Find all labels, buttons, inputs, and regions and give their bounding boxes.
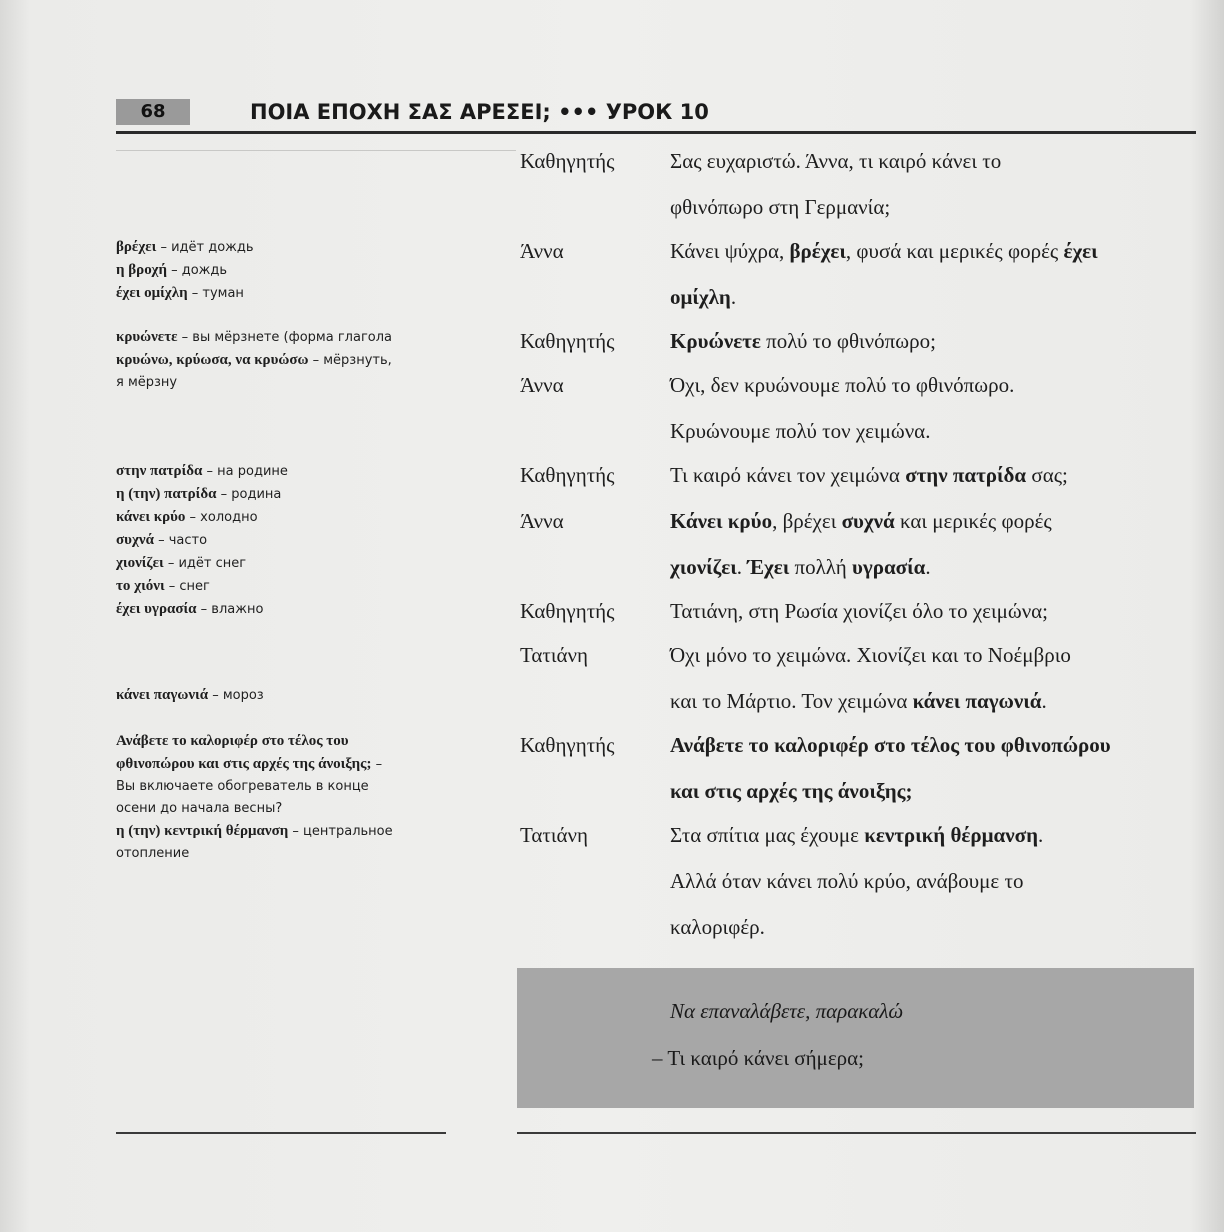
vocabulary-highlight: χιονίζει xyxy=(670,555,737,579)
page-number: 68 xyxy=(116,99,190,125)
utterance-line xyxy=(670,498,1205,544)
russian-translation: – идёт снег xyxy=(163,556,247,571)
utterance-text: Όχι μόνο το χειμώνα. Χιονίζει και το Νοέμβριο xyxy=(670,643,1071,667)
utterance-text: . xyxy=(925,555,931,579)
russian-translation: – на родине xyxy=(202,464,288,479)
header-rule xyxy=(116,131,1196,134)
glossary-line xyxy=(116,259,446,282)
utterance-line xyxy=(670,318,1205,364)
footer-rule-right xyxy=(517,1132,1196,1134)
russian-translation: – туман xyxy=(187,286,244,301)
vocabulary-highlight: υγρασία xyxy=(852,555,926,579)
glossary-line xyxy=(116,349,446,372)
russian-translation: – xyxy=(371,757,383,772)
glossary-line xyxy=(116,483,446,506)
utterance-text: και μερικές φορές xyxy=(894,509,1052,533)
running-head: ΠΟΙΑ ΕΠΟΧΗ ΣΑΣ ΑΡΕΣΕΙ; ••• УРОК 10 xyxy=(250,100,709,124)
utterance-text: Στα σπίτια μας έχουμε xyxy=(670,823,865,847)
utterance xyxy=(670,812,1205,950)
utterance-text: Κάνει ψύχρα, xyxy=(670,239,790,263)
utterance-line xyxy=(670,858,1205,904)
utterance-text: . xyxy=(1038,823,1044,847)
utterance-text: φθινόπωρο στη Γερμανία; xyxy=(670,195,891,219)
greek-term: κρυώνω, κρύωσα, να κρυώσω xyxy=(116,352,309,368)
greek-term: η (την) κεντρική θέρμανση xyxy=(116,823,289,839)
utterance-line xyxy=(670,632,1205,678)
vocabulary-highlight: κεντρική θέρμανση xyxy=(864,823,1038,847)
utterance-line xyxy=(670,452,1205,498)
speaker-name: Καθηγητής xyxy=(520,463,615,487)
utterance-text: Κρυώνουμε πολύ τον χειμώνα. xyxy=(670,419,931,443)
russian-translation: – влажно xyxy=(196,602,264,617)
utterance-text: . xyxy=(736,555,748,579)
russian-translation: – идёт дождь xyxy=(156,240,254,255)
russian-translation: я мёрзну xyxy=(116,375,178,390)
russian-translation: Вы включаете обогреватель в конце xyxy=(116,779,369,794)
vocabulary-highlight: Κρυώνετε xyxy=(670,329,761,353)
glossary-line xyxy=(116,843,446,865)
utterance-text: Όχι, δεν κρυώνουμε πολύ το φθινόπωρο. xyxy=(670,373,1015,397)
vocabulary-highlight: ομίχλη xyxy=(670,285,731,309)
glossary-line xyxy=(116,506,446,529)
glossary-entry xyxy=(116,730,446,865)
exercise-box xyxy=(517,968,1194,1108)
utterance-line xyxy=(670,722,1205,768)
glossary-line xyxy=(116,684,446,707)
greek-term: συχνά xyxy=(116,532,154,548)
vocabulary-highlight: κάνει παγωνιά xyxy=(912,689,1042,713)
russian-translation: – холодно xyxy=(185,510,258,525)
greek-term: βρέχει xyxy=(116,239,157,255)
glossary-entry xyxy=(116,460,446,621)
speaker-name: Τατιάνη xyxy=(520,823,588,847)
vocabulary-highlight: έχει xyxy=(1063,239,1098,263)
speaker-name: Άννα xyxy=(520,509,564,533)
greek-term: κάνει παγωνιά xyxy=(116,687,209,703)
utterance-line xyxy=(670,138,1205,184)
glossary-line xyxy=(116,598,446,621)
exercise-instruction: Να επαναλάβετε, παρακαλώ xyxy=(670,999,904,1023)
utterance xyxy=(670,632,1205,724)
utterance-text: Σας ευχαριστώ. Άννα, τι καιρό κάνει το xyxy=(670,149,1002,173)
utterance-line xyxy=(670,678,1205,724)
vocabulary-highlight: Κάνει κρύο xyxy=(670,509,773,533)
utterance-text: σας; xyxy=(1026,463,1068,487)
russian-translation: – центральное xyxy=(288,824,393,839)
speaker-name: Καθηγητής xyxy=(520,149,615,173)
russian-translation: – дождь xyxy=(166,263,228,278)
glossary-line xyxy=(116,236,446,259)
russian-translation: осени до начала весны? xyxy=(116,801,283,816)
vocabulary-highlight: Ανάβετε το καλοριφέρ στο τέλος του φθινοπώρου xyxy=(670,733,1111,757)
vocabulary-highlight: Έχει xyxy=(747,555,790,579)
utterance xyxy=(670,498,1205,590)
utterance xyxy=(670,318,1205,364)
glossary-line xyxy=(116,730,446,753)
utterance-text: και το Μάρτιο. Τον χειμώνα xyxy=(670,689,913,713)
glossary-line xyxy=(116,776,446,798)
glossary-line xyxy=(116,575,446,598)
russian-translation: – родина xyxy=(216,487,282,502)
utterance xyxy=(670,588,1205,634)
utterance-text: Τι καιρό κάνει τον χειμώνα xyxy=(670,463,906,487)
utterance xyxy=(670,722,1205,814)
utterance-line xyxy=(670,184,1205,230)
greek-term: κάνει κρύο xyxy=(116,509,186,525)
greek-term: κρυώνετε xyxy=(116,329,178,345)
vocabulary-highlight: συχνά xyxy=(841,509,895,533)
russian-translation: – мёрзнуть, xyxy=(308,353,392,368)
glossary-line xyxy=(116,372,446,394)
greek-term: έχει υγρασία xyxy=(116,601,197,617)
utterance-line xyxy=(670,274,1205,320)
utterance-text: καλοριφέρ. xyxy=(670,915,765,939)
vocabulary-highlight: στην πατρίδα xyxy=(905,463,1027,487)
greek-term: έχει ομίχλη xyxy=(116,285,188,301)
utterance xyxy=(670,138,1205,230)
glossary-line xyxy=(116,460,446,483)
utterance-line xyxy=(670,904,1205,950)
utterance-text: . xyxy=(1041,689,1047,713)
speaker-name: Καθηγητής xyxy=(520,599,615,623)
utterance-text: πολύ το φθινόπωρο; xyxy=(760,329,936,353)
greek-term: Ανάβετε το καλοριφέρ στο τέλος του xyxy=(116,733,349,749)
glossary-entry xyxy=(116,236,446,305)
exercise-question: – Τι καιρό κάνει σήμερα; xyxy=(652,1046,864,1070)
glossary-line xyxy=(116,798,446,820)
russian-translation: – часто xyxy=(153,533,208,548)
speaker-name: Τατιάνη xyxy=(520,643,588,667)
utterance xyxy=(670,362,1205,454)
speaker-name: Καθηγητής xyxy=(520,329,615,353)
russian-translation: – вы мёрзнете (форма глагола xyxy=(177,330,393,345)
greek-term: η (την) πατρίδα xyxy=(116,486,217,502)
utterance-line xyxy=(670,544,1205,590)
glossary-line xyxy=(116,282,446,305)
footer-rule-left xyxy=(116,1132,446,1134)
header-rule-thin xyxy=(116,150,516,151)
glossary-line xyxy=(116,529,446,552)
glossary-line xyxy=(116,326,446,349)
utterance-line xyxy=(670,588,1205,634)
glossary-line xyxy=(116,753,446,776)
utterance-line xyxy=(670,768,1205,814)
glossary-entry xyxy=(116,684,446,707)
greek-term: χιονίζει xyxy=(116,555,164,571)
utterance xyxy=(670,452,1205,498)
vocabulary-highlight: βρέχει xyxy=(789,239,846,263)
utterance-text: πολλή xyxy=(789,555,852,579)
utterance-text: . xyxy=(730,285,737,309)
utterance-text: Αλλά όταν κάνει πολύ κρύο, ανάβουμε το xyxy=(670,869,1024,893)
greek-term: η βροχή xyxy=(116,262,167,278)
speaker-name: Άννα xyxy=(520,373,564,397)
utterance-line xyxy=(670,408,1205,454)
russian-translation: – мороз xyxy=(208,688,264,703)
russian-translation: отопление xyxy=(116,846,190,861)
glossary-line xyxy=(116,820,446,843)
greek-term: το χιόνι xyxy=(116,578,165,594)
russian-translation: – снег xyxy=(164,579,210,594)
utterance-text: , φυσά και μερικές φορές xyxy=(845,239,1064,263)
utterance-line xyxy=(670,812,1205,858)
utterance-line xyxy=(670,362,1205,408)
vocabulary-highlight: και στις αρχές της άνοιξης; xyxy=(670,779,913,803)
speaker-name: Άννα xyxy=(520,239,564,263)
greek-term: στην πατρίδα xyxy=(116,463,203,479)
glossary-line xyxy=(116,552,446,575)
utterance xyxy=(670,228,1205,320)
greek-term: φθινοπώρου και στις αρχές της άνοιξης; xyxy=(116,756,372,772)
speaker-name: Καθηγητής xyxy=(520,733,615,757)
utterance-line xyxy=(670,228,1205,274)
utterance-text: , βρέχει xyxy=(772,509,842,533)
utterance-text: Τατιάνη, στη Ρωσία χιονίζει όλο το χειμώνα; xyxy=(670,599,1049,623)
glossary-entry xyxy=(116,326,446,394)
